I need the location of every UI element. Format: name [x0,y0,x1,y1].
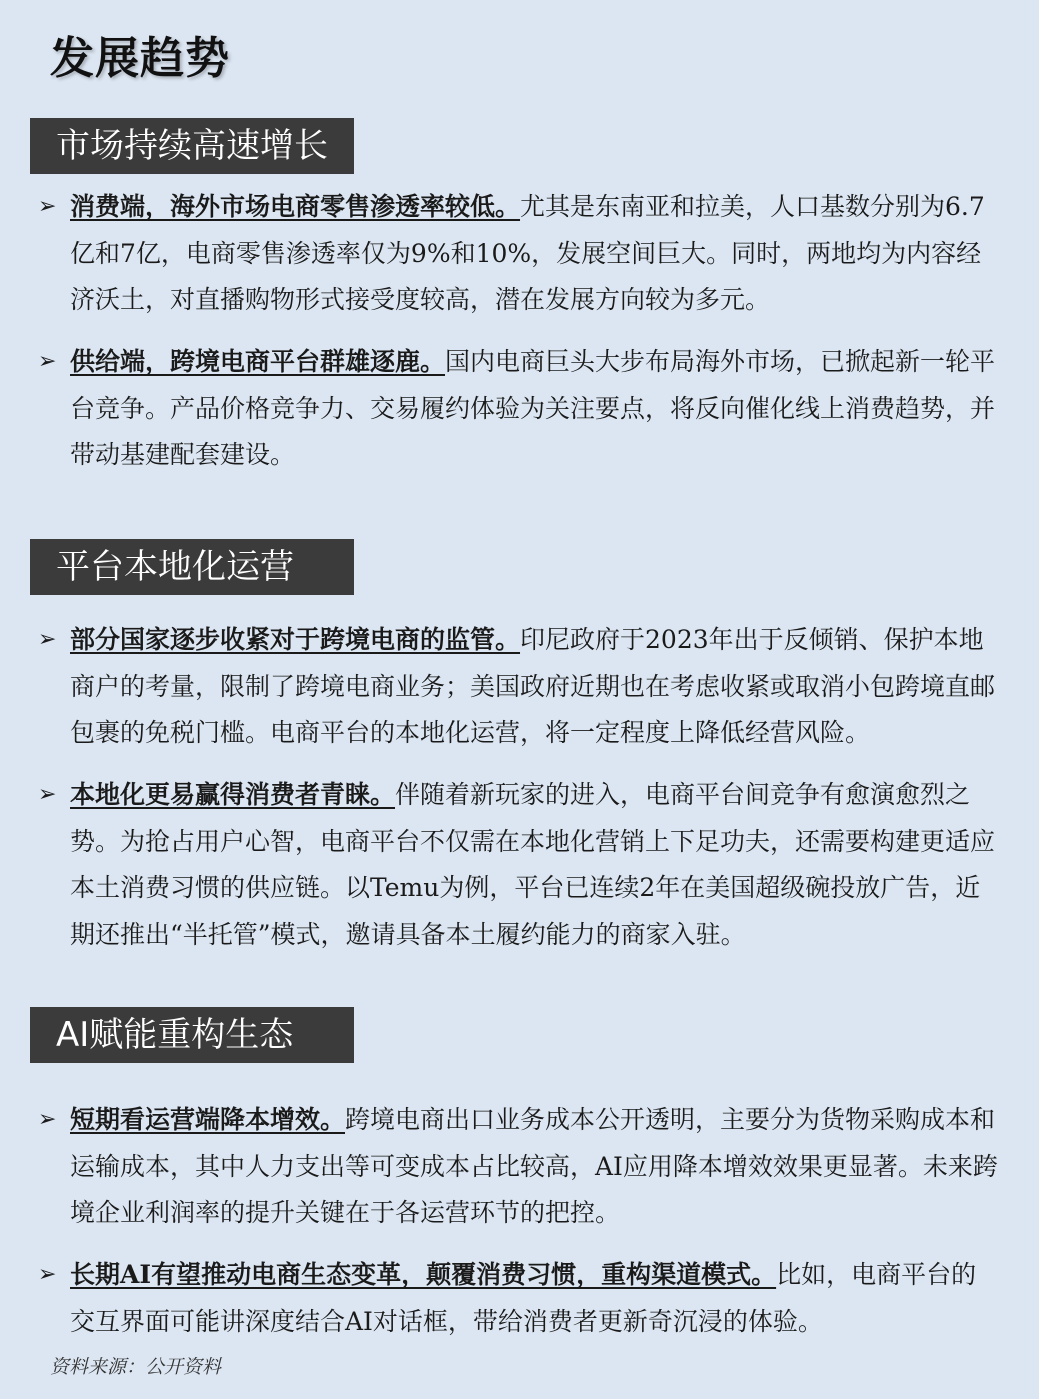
arrow-bullet-icon: ➢ [38,349,57,374]
bullet-text: 跨境电商出口业务成本公开透明，主要分为货物采购成本和运输成本，其中人力支出等可变成本占比较高，AI应用降本增效效果更显著。未来跨境企业利润率的提升关键在于各运营环节的把控。 [70,1105,998,1227]
bullet-short-term-ai [38,1097,998,1237]
bullet-lead: 短期看运营端降本增效。 [70,1105,346,1134]
bullet-localization-favor [38,772,998,958]
bullet-lead: 供给端，跨境电商平台群雄逐鹿。 [70,347,446,376]
arrow-bullet-icon: ➢ [38,1107,57,1132]
bullet-text: 比如，电商平台的交互界面可能讲深度结合AI对话框，带给消费者更新奇沉浸的体验。 [70,1260,977,1336]
page-title: 发展趋势 [50,33,230,84]
arrow-bullet-icon: ➢ [38,194,57,219]
bullet-consumer-side [38,184,998,324]
bullet-supply-side [38,339,998,479]
bullet-long-term-ai [38,1252,998,1345]
section-heading-ai-ecosystem: AI赋能重构生态 [30,1007,354,1063]
bullet-lead: 本地化更易赢得消费者青睐。 [70,780,396,809]
bullet-text: 尤其是东南亚和拉美，人口基数分别为6.7亿和7亿，电商零售渗透率仅为9%和10%，发展空间巨大。同时，两地均为内容经济沃土，对直播购物形式接受度较高，潜在发展方向较为多元。 [70,192,985,314]
bullet-lead: 消费端，海外市场电商零售渗透率较低。 [70,192,521,221]
bullet-text: 国内电商巨头大步布局海外市场，已掀起新一轮平台竞争。产品价格竞争力、交易履约体验为关注要点，将反向催化线上消费趋势，并带动基建配套建设。 [70,347,996,469]
bullet-text: 伴随着新玩家的进入，电商平台间竞争有愈演愈烈之势。为抢占用户心智，电商平台不仅需在本地化营销上下足功夫，还需要构建更适应本土消费习惯的供应链。以Temu为例，平台已连续2年在美国超级碗投放广告，近期还推出“半托管”模式，邀请具备本土履约能力的商家入驻。 [70,780,996,949]
arrow-bullet-icon: ➢ [38,627,57,652]
section-heading-localization: 平台本地化运营 [30,539,354,595]
bullet-lead: 部分国家逐步收紧对于跨境电商的监管。 [70,625,521,654]
bullet-text: 印尼政府于2023年出于反倾销、保护本地商户的考量，限制了跨境电商业务；美国政府近期也在考虑收紧或取消小包跨境直邮包裹的免税门槛。电商平台的本地化运营，将一定程度上降低经营风险。 [70,625,996,747]
bullet-lead: 长期AI有望推动电商生态变革，颠覆消费习惯，重构渠道模式。 [70,1260,777,1289]
arrow-bullet-icon: ➢ [38,1262,57,1287]
arrow-bullet-icon: ➢ [38,782,57,807]
section-heading-market-growth: 市场持续高速增长 [30,118,354,174]
bullet-regulation [38,617,998,757]
source-note: 资料来源：公开资料 [50,1356,222,1378]
